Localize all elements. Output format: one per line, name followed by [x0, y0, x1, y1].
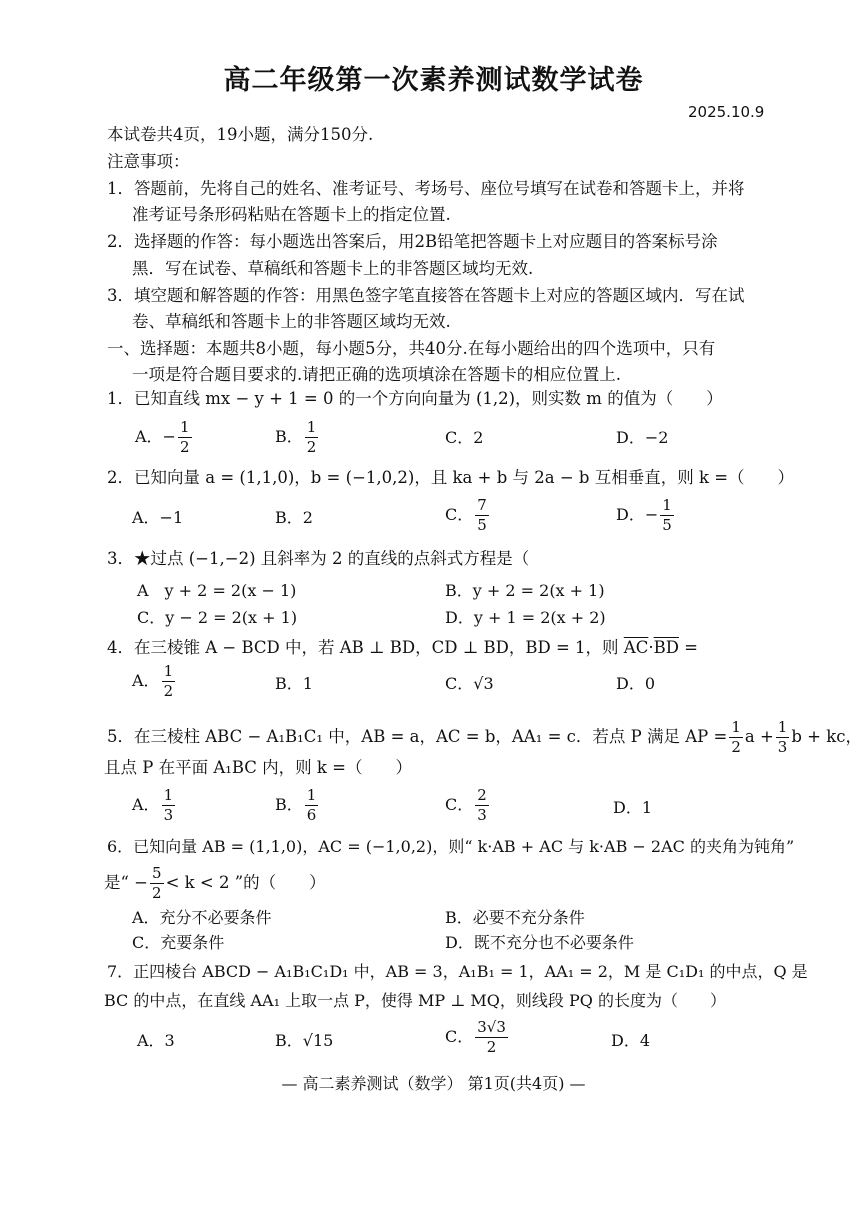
q7-option-d: D．4 [611, 1031, 651, 1050]
q6-option-a: A．充分不必要条件 [132, 908, 272, 927]
q4-equals: = [678, 638, 699, 657]
q4-stem [107, 637, 698, 659]
q5-a-label: A． [132, 795, 160, 814]
q5-c-fraction: $\frac{2}{3}$ [477, 786, 487, 824]
q5-frac-1: $\frac{1}{2}$ [731, 718, 741, 756]
note-3b: 卷、草稿纸和答题卡上的非答题区域均无效. [132, 312, 451, 331]
q6-stem-a: 6．已知向量 AB = (1,1,0)，AC = (−1,0,2)，则“ k·AB + AC 与 k·AB − 2AC 的夹角为钝角” [107, 837, 795, 856]
q1-stem: 1．已知直线 mx − y + 1 = 0 的一个方向向量为 (1,2)，则实数 m 的值为（ ） [107, 389, 723, 408]
q2-c-label: C． [445, 505, 474, 524]
intro-line: 本试卷共4页，19小题，满分150分. [107, 125, 374, 144]
q4-option-a [132, 664, 177, 699]
q7-stem-a: 7．正四棱台 ABCD − A₁B₁C₁D₁ 中，AB = 3，A₁B₁ = 1，AA₁ = 2，M 是 C₁D₁ 的中点，Q 是 [107, 962, 808, 981]
q2-option-c [445, 498, 491, 533]
q7-option-a: A．3 [137, 1031, 175, 1050]
note-2b: 黑．写在试卷、草稿纸和答题卡上的非答题区域均无效. [132, 259, 534, 278]
q3-option-c: C．y − 2 = 2(x + 1) [137, 608, 298, 627]
q6-stem-b2: < k < 2 ”的（ ） [165, 873, 326, 892]
q7-option-b: B．√15 [275, 1031, 334, 1050]
q5-option-b [275, 788, 320, 823]
q2-option-a: A．−1 [132, 508, 184, 527]
q4-option-d: D．0 [616, 674, 656, 693]
q4-dot: · [648, 638, 654, 657]
q7-c-label: C． [445, 1027, 474, 1046]
q3-option-b: B．y + 2 = 2(x + 1) [445, 581, 605, 600]
q3-option-d: D．y + 1 = 2(x + 2) [445, 608, 606, 627]
q2-option-d [616, 498, 676, 533]
q1-option-c: C．2 [445, 428, 484, 447]
q5-frac-2: $\frac{1}{3}$ [777, 718, 788, 756]
page-footer: — 高二素养测试（数学） 第1页(共4页) — [281, 1074, 586, 1093]
q4-vector-bd: $\overline{BD}$ [653, 638, 679, 657]
q2-d-fraction: $\frac{1}{5}$ [662, 496, 672, 534]
q7-c-fraction: $\frac{3√3}{2}$ [477, 1018, 506, 1056]
q5-expr-1: a + [744, 727, 774, 746]
q1-b-fraction: $\frac{1}{2}$ [306, 418, 317, 456]
note-2a: 2．选择题的作答：每小题选出答案后，用2B铅笔把答题卡上对应题目的答案标号涂 [107, 232, 718, 251]
q1-option-d: D．−2 [616, 428, 669, 447]
q5-option-c [445, 788, 491, 823]
q5-stem-text: 5．在三棱柱 ABC − A₁B₁C₁ 中，AB = a，AC = b，AA₁ = c．若点 P 满足 AP = [107, 727, 728, 746]
q6-stem-b1: 是“ − [104, 873, 149, 892]
q4-a-fraction: $\frac{1}{2}$ [163, 662, 174, 700]
q3-stem: 3．★过点 (−1,−2) 且斜率为 2 的直线的点斜式方程是（ [107, 549, 530, 568]
page-title: 高二年级第一次素养测试数学试卷 [223, 65, 644, 96]
q4-a-label: A． [132, 671, 160, 690]
q5-expr-2: b + kc， [791, 727, 862, 746]
q7-stem-b: BC 的中点，在直线 AA₁ 上取一点 P，使得 MP ⊥ MQ，则线段 PQ 的长度为（ ） [104, 991, 726, 1010]
note-1a: 1．答题前，先将自己的姓名、准考证号、考场号、座位号填写在试卷和答题卡上，并将 [107, 179, 745, 198]
q1-a-label: A．− [135, 427, 176, 446]
q2-stem: 2．已知向量 a = (1,1,0)，b = (−1,0,2)，且 ka + b 与 2a − b 互相垂直，则 k =（ ） [107, 468, 795, 487]
q2-c-fraction: $\frac{7}{5}$ [477, 496, 487, 534]
q1-option-a [135, 420, 194, 455]
q1-a-fraction: $\frac{1}{2}$ [179, 418, 190, 456]
q4-option-b: B．1 [275, 674, 313, 693]
q5-option-d: D．1 [613, 798, 653, 817]
q6-option-b: B．必要不充分条件 [445, 908, 585, 927]
note-1b: 准考证号条形码粘贴在答题卡上的指定位置. [132, 205, 451, 224]
q6-stem-b [104, 866, 326, 901]
q3-option-a: A y + 2 = 2(x − 1) [137, 581, 297, 600]
q5-stem-a [107, 720, 862, 755]
q4-stem-text: 4．在三棱锥 A − BCD 中，若 AB ⊥ BD，CD ⊥ BD，BD = 1，则 [107, 638, 624, 657]
q7-option-c [445, 1020, 510, 1055]
q1-b-label: B． [275, 427, 303, 446]
note-3a: 3．填空题和解答题的作答：用黑色签字笔直接答在答题卡上对应的答题区域内．写在试 [107, 286, 745, 305]
q1-option-b [275, 420, 320, 455]
q4-vector-ac: $\overline{AC}$ [623, 638, 649, 657]
q6-option-c: C．充要条件 [132, 933, 225, 952]
q2-option-b: B．2 [275, 508, 313, 527]
q6-fraction: $\frac{5}{2}$ [152, 864, 162, 902]
section-heading-a: 一、选择题：本题共8小题，每小题5分，共40分.在每小题给出的四个选项中，只有 [107, 339, 716, 358]
q5-stem-b: 且点 P 在平面 A₁BC 内，则 k =（ ） [104, 758, 412, 777]
q5-b-label: B． [275, 795, 303, 814]
q4-option-c: C．√3 [445, 674, 494, 693]
q5-b-fraction: $\frac{1}{6}$ [306, 786, 317, 824]
exam-date: 2025.10.9 [688, 103, 765, 121]
q5-a-fraction: $\frac{1}{3}$ [163, 786, 174, 824]
notice-heading: 注意事项： [107, 152, 190, 171]
q5-c-label: C． [445, 795, 474, 814]
q6-option-d: D．既不充分也不必要条件 [445, 933, 634, 952]
q5-option-a [132, 788, 177, 823]
section-heading-b: 一项是符合题目要求的.请把正确的选项填涂在答题卡的相应位置上. [132, 365, 621, 384]
q2-d-label: D．− [616, 505, 659, 524]
